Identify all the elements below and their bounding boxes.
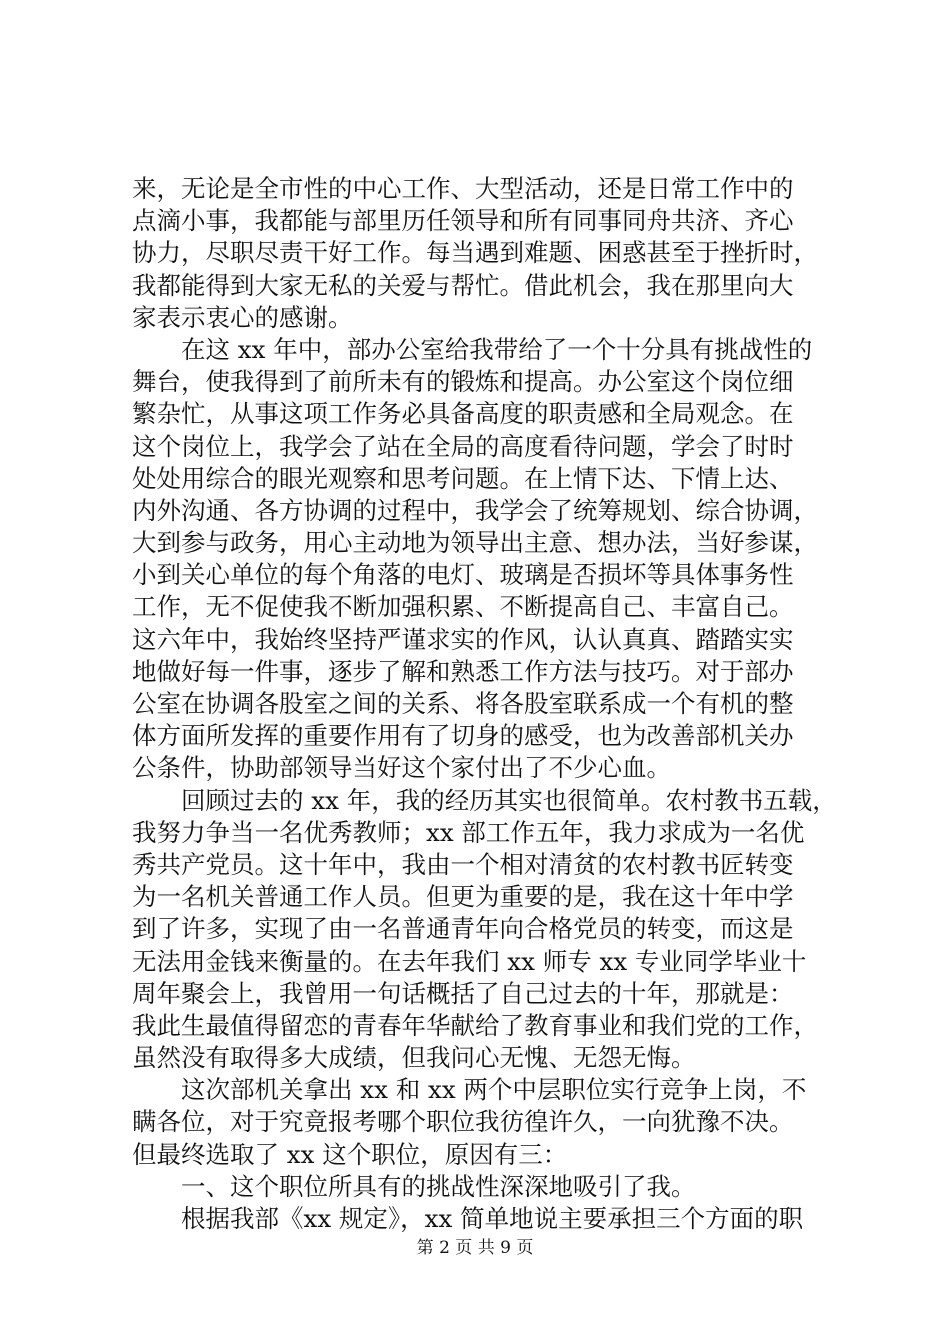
text-line: 处处用综合的眼光观察和思考问题。在上情下达、下情上达、 (132, 463, 794, 493)
text-line: 这六年中，我始终坚持严谨求实的作风，认认真真、踏踏实实 (132, 624, 794, 654)
document-body (132, 173, 837, 1235)
text-line: 回顾过去的 xx 年，我的经历其实也很简单。农村教书五载， (181, 785, 837, 815)
text-line: 我此生最值得留恋的青春年华献给了教育事业和我们党的工作， (132, 1010, 818, 1040)
text-line: 工作，无不促使我不断加强积累、不断提高自己、丰富自己。 (132, 592, 794, 622)
text-line: 虽然没有取得多大成绩，但我问心无愧、无怨无悔。 (132, 1043, 696, 1073)
text-line: 公室在协调各股室之间的关系、将各股室联系成一个有机的整 (132, 689, 794, 718)
text-line: 一、这个职位所具有的挑战性深深地吸引了我。 (181, 1171, 696, 1201)
text-line: 内外沟通、各方协调的过程中，我学会了统筹规划、综合协调， (132, 495, 818, 525)
text-line: 这次部机关拿出 xx 和 xx 两个中层职位实行竞争上岗，不 (181, 1075, 807, 1105)
page-footer: 第 2 页 共 9 页 (416, 1238, 534, 1258)
text-line: 秀共产党员。这十年中，我由一个相对清贫的农村教书匠转变 (132, 849, 794, 879)
text-line: 点滴小事，我都能与部里历任领导和所有同事同舟共济、齐心 (132, 206, 794, 236)
text-line: 但最终选取了 xx 这个职位，原因有三： (132, 1139, 568, 1169)
text-line: 我都能得到大家无私的关爱与帮忙。借此机会，我在那里向大 (132, 270, 794, 300)
text-line: 来，无论是全市性的中心工作、大型活动，还是日常工作中的 (132, 174, 794, 203)
text-line: 舞台，使我得到了前所未有的锻炼和提高。办公室这个岗位细 (132, 367, 794, 397)
text-line: 大到参与政务，用心主动地为领导出主意、想办法，当好参谋， (132, 528, 818, 558)
text-line: 小到关心单位的每个角落的电灯、玻璃是否损坏等具体事务性 (132, 560, 794, 590)
text-line: 在这 xx 年中，部办公室给我带给了一个十分具有挑战性的 (181, 334, 813, 364)
text-line: 根据我部《xx 规定》，xx 简单地说主要承担三个方面的职 (181, 1204, 804, 1233)
text-line: 公条件，协助部领导当好这个家付出了不少心血。 (132, 753, 671, 783)
text-line: 瞒各位，对于究竟报考哪个职位我彷徨许久，一向犹豫不决。 (132, 1107, 794, 1137)
text-line: 地做好每一件事，逐步了解和熟悉工作方法与技巧。对于部办 (132, 656, 794, 686)
text-line: 协力，尽职尽责干好工作。每当遇到难题、困惑甚至于挫折时， (132, 238, 818, 268)
text-line: 家表示衷心的感谢。 (132, 302, 353, 332)
text-line: 周年聚会上，我曾用一句话概括了自己过去的十年，那就是： (132, 978, 794, 1008)
text-line: 体方面所发挥的重要作用有了切身的感受，也为改善部机关办 (132, 721, 794, 751)
text-line: 这个岗位上，我学会了站在全局的高度看待问题，学会了时时 (132, 431, 794, 461)
text-line: 无法用金钱来衡量的。在去年我们 xx 师专 xx 专业同学毕业十 (132, 946, 807, 976)
text-line: 到了许多，实现了由一名普通青年向合格党员的转变，而这是 (132, 914, 794, 944)
text-line: 为一名机关普通工作人员。但更为重要的是，我在这十年中学 (132, 882, 794, 912)
text-line: 我努力争当一名优秀教师；xx 部工作五年，我力求成为一名优 (132, 817, 805, 847)
text-line: 繁杂忙，从事这项工作务必具备高度的职责感和全局观念。在 (132, 399, 794, 429)
